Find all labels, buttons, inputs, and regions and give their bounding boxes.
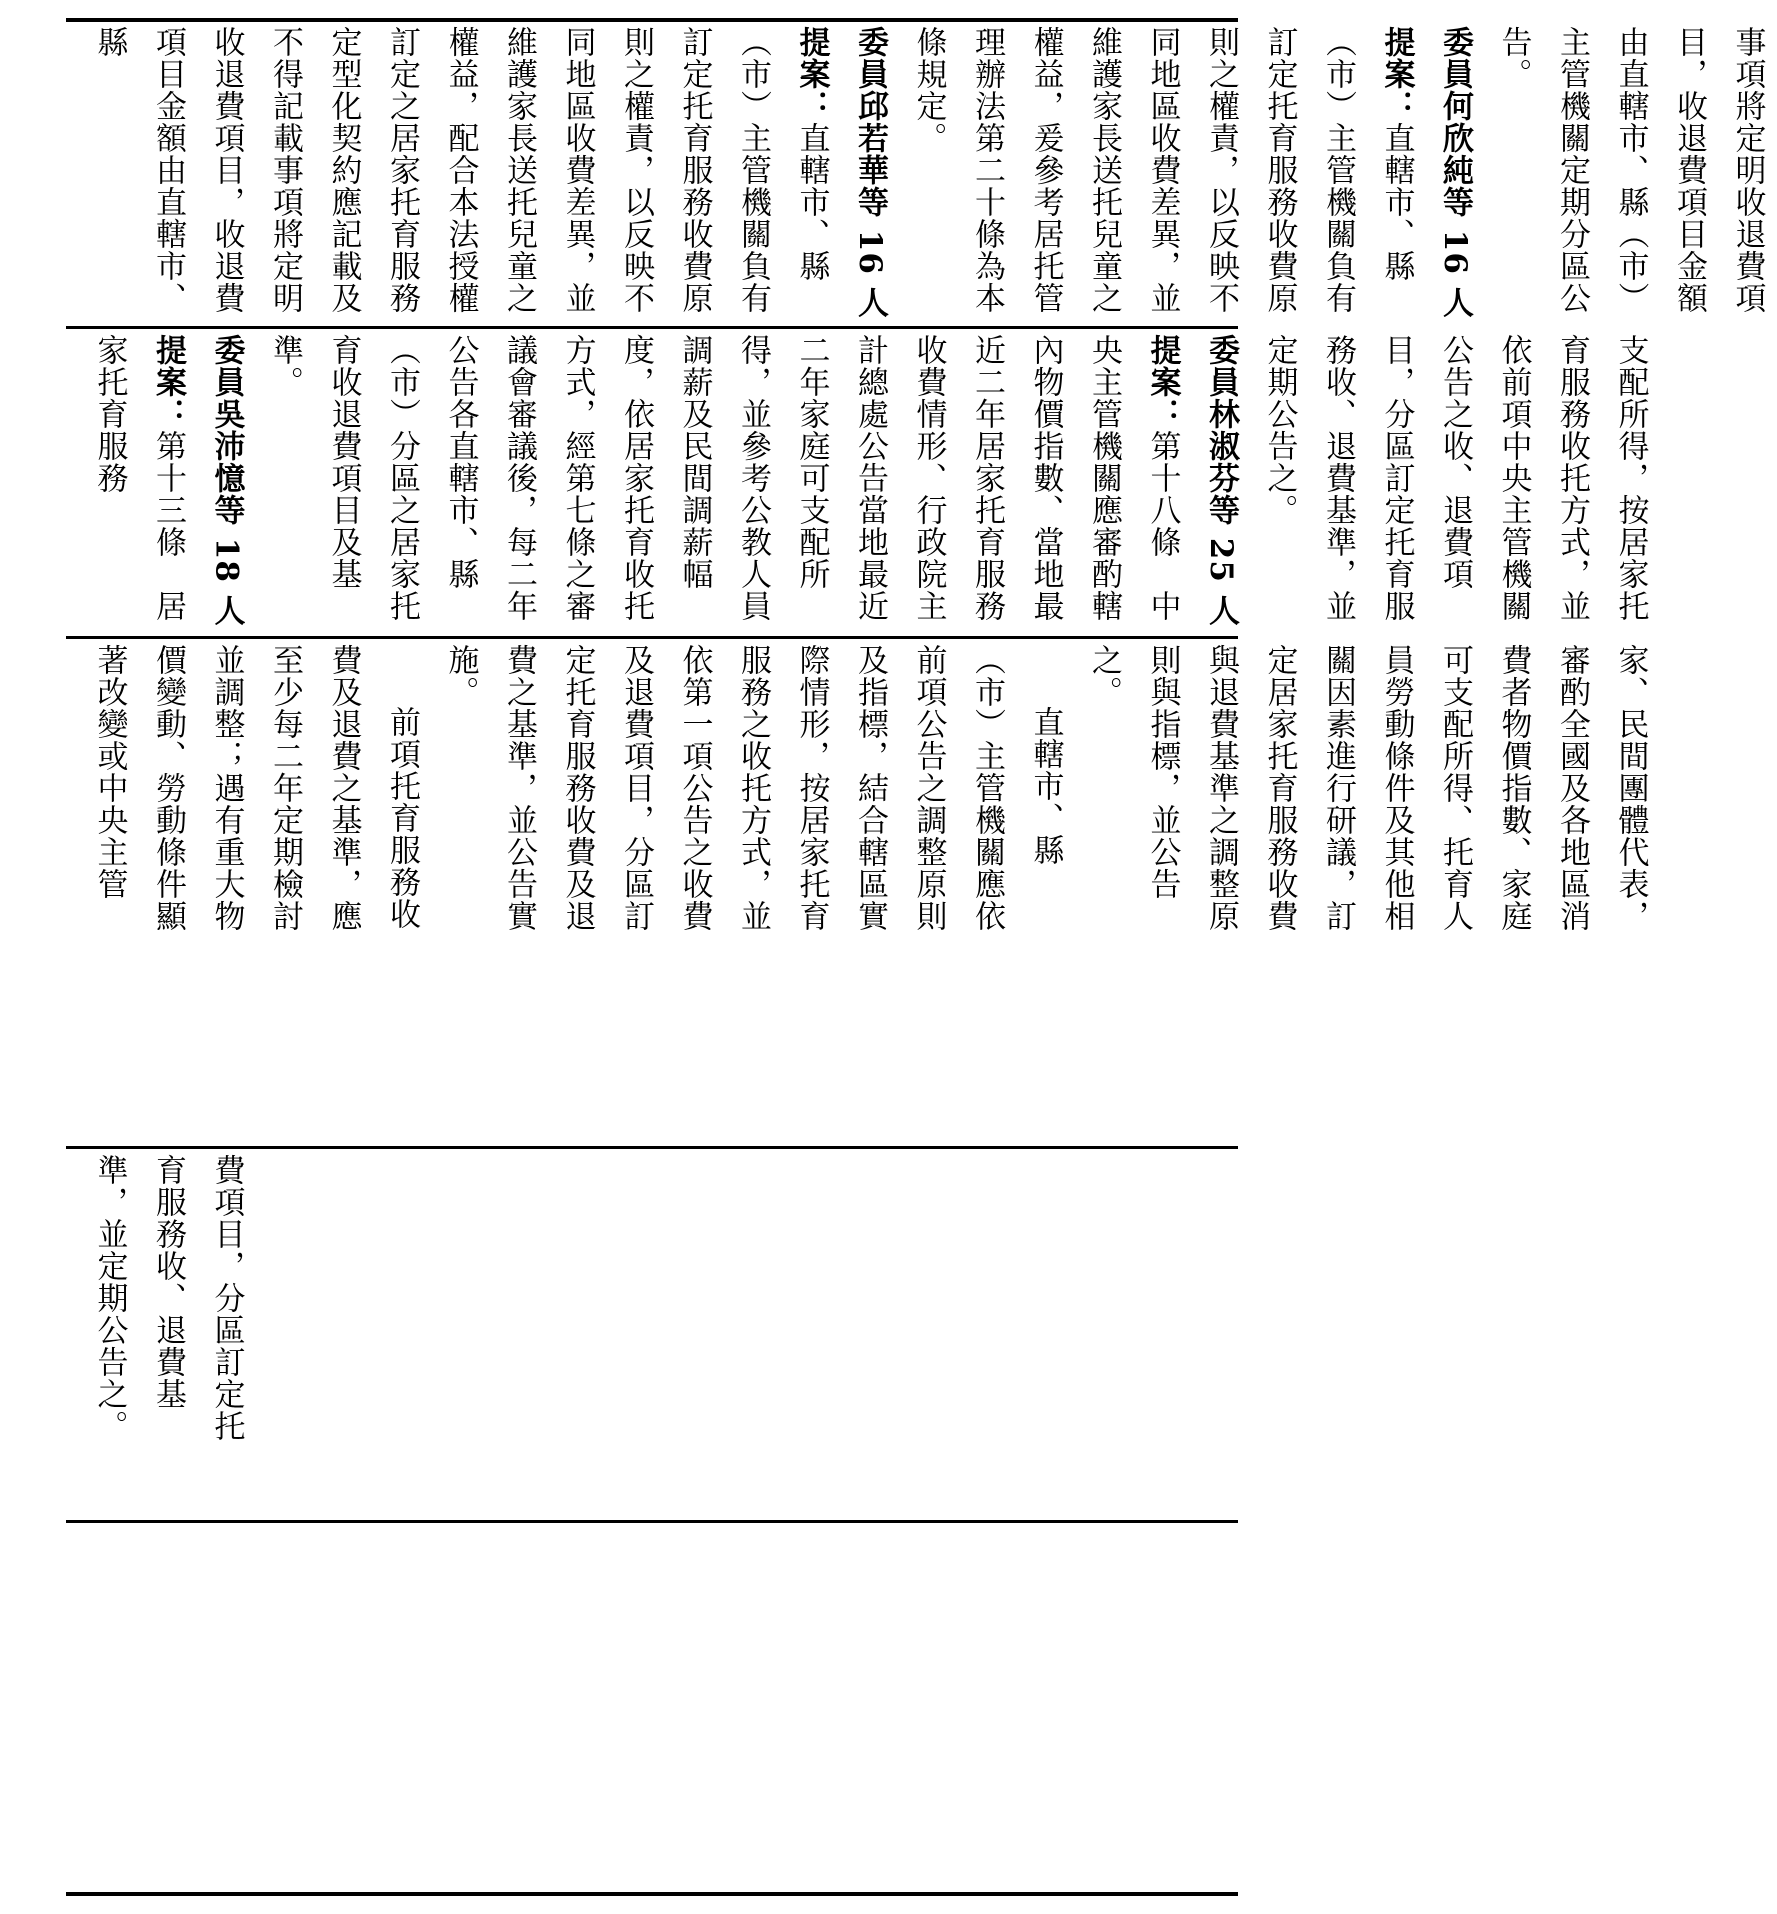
row-3-paragraph-2 bbox=[431, 644, 1075, 940]
row-4-text bbox=[80, 1154, 256, 1450]
row-1-paragraph-2-heading: 委員何欣純等 16 人提案： bbox=[1378, 26, 1473, 319]
row-2-paragraph-1-text: 支配所得，按居家托育服務收托方式，並依前項中央主管機關公告之收、退費項目，分區訂定托育服務收、退費基準，並定期公告之。 bbox=[1261, 334, 1649, 622]
row-1-paragraph-3-heading: 委員邱若華等 16 人提案： bbox=[793, 26, 888, 319]
row-1-paragraph-2-text: 直轄市、縣（市）主管機關負有訂定托育服務收費原則之權責，以反映不同地區收費差異，並維護家長送托兒童之權益，爰參考居托管理辦法第二十條為本條規定。 bbox=[910, 26, 1415, 314]
row-1-text bbox=[80, 26, 1777, 322]
row-3-paragraph-3-text: 前項托育服務收費及退費之基準，應至少每二年定期檢討並調整；遇有重大物價變動、勞動條件顯著改變或中央主管 bbox=[91, 644, 420, 932]
row-2-text bbox=[80, 334, 1660, 630]
text-row-1 bbox=[80, 26, 1766, 322]
row-2-paragraph-3-text: 第十三條 居家托育服務 bbox=[91, 334, 186, 622]
row-2-paragraph-2-heading: 委員林淑芬等 25 人提案： bbox=[1144, 334, 1239, 627]
row-3-paragraph-1 bbox=[1075, 644, 1660, 940]
row-4-paragraph-1-text: 費項目，分區訂定托育服務收、退費基準，並定期公告之。 bbox=[91, 1154, 245, 1442]
text-row-2 bbox=[80, 334, 1649, 630]
divider-rule-1 bbox=[66, 326, 1238, 329]
divider-rule-4 bbox=[66, 1520, 1238, 1523]
row-2-paragraph-2-text: 第十八條 中央主管機關應審酌轄內物價指數、當地最近二年居家托育服務收費情形、行政院主計總處公告當地最近二年家庭可支配所得，並參考公教人員調薪及民間調薪幅度，依居家托育收托方式，經第七條之審議會審議後，每二年公告各直轄市、縣（市）分區之居家托育收退費項目及基準。 bbox=[267, 334, 1181, 622]
divider-rule-3 bbox=[66, 1146, 1238, 1149]
row-2-paragraph-3 bbox=[80, 334, 256, 630]
bottom-rule bbox=[66, 1892, 1238, 1896]
row-1-paragraph-3-text: 直轄市、縣（市）主管機關負有訂定托育服務收費原則之權責，以反映不同地區收費差異，並維護家長送托兒童之權益，配合本法授權訂定之居家托育服務定型化契約應記載及不得記載事項將定明收退費項目，收退費項目金額由直轄市、縣 bbox=[91, 26, 830, 314]
row-3-paragraph-1-text: 家、民間團體代表，審酌全國及各地區消費者物價指數、家庭可支配所得、托育人員勞動條件及其他相關因素進行研議，訂定居家托育服務收費與退費基準之調整原則與指標，並公告之。 bbox=[1086, 644, 1649, 932]
row-2-paragraph-3-heading: 委員吳沛憶等 18 人提案： bbox=[150, 334, 245, 627]
row-3-text bbox=[80, 644, 1660, 940]
row-3-paragraph-2-text: 直轄市、縣（市）主管機關應依前項公告之調整原則及指標，結合轄區實際情形，按居家托育服務之收托方式，並依第一項公告之收費及退費項目，分區訂定托育服務收費及退費之基準，並公告實施。 bbox=[442, 644, 1064, 932]
row-2-paragraph-1 bbox=[1250, 334, 1660, 630]
row-3-paragraph-3 bbox=[80, 644, 431, 940]
divider-rule-2 bbox=[66, 636, 1238, 639]
row-4-paragraph-1 bbox=[80, 1154, 256, 1450]
text-row-4 bbox=[80, 1154, 1230, 1450]
top-rule bbox=[66, 18, 1238, 22]
row-1-paragraph-3 bbox=[80, 26, 899, 322]
row-1-paragraph-2 bbox=[899, 26, 1484, 322]
text-row-3 bbox=[80, 644, 1649, 940]
row-1-paragraph-1 bbox=[1484, 26, 1777, 322]
row-1-paragraph-1-text: 事項將定明收退費項目，收退費項目金額由直轄市、縣（市）主管機關定期分區公告。 bbox=[1495, 26, 1766, 314]
row-2-paragraph-2 bbox=[256, 334, 1251, 630]
